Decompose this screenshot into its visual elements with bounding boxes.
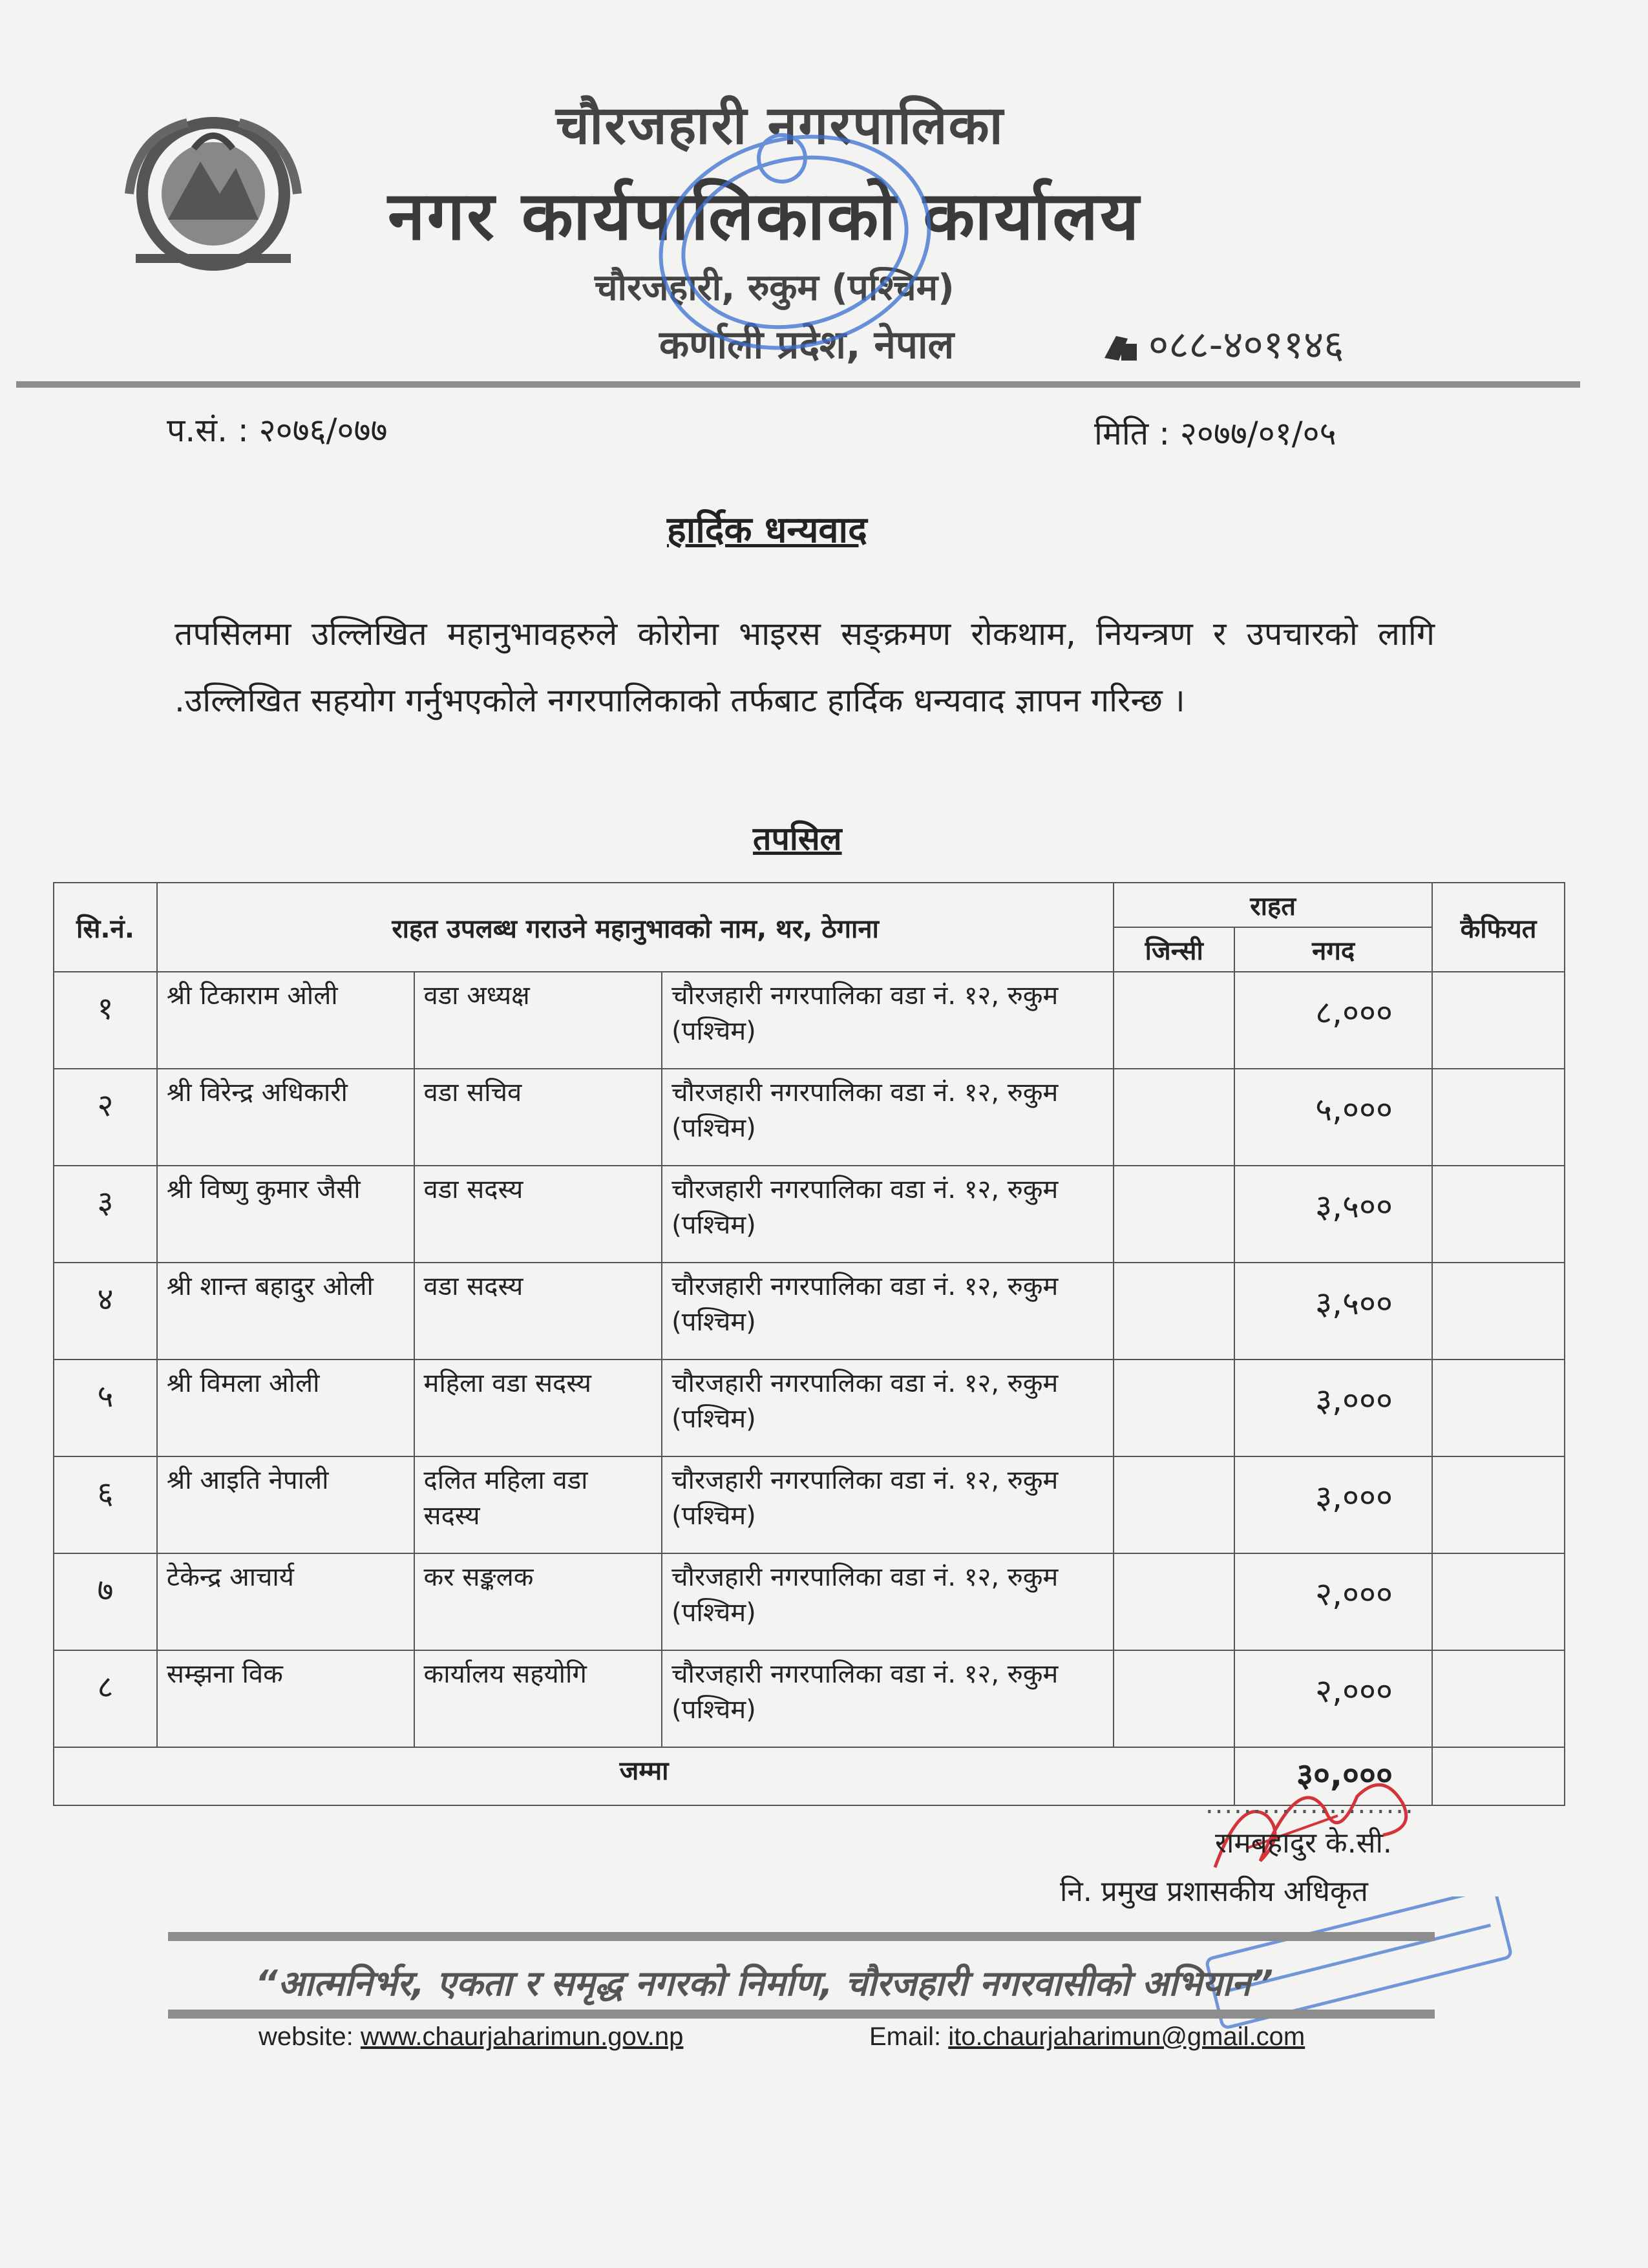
row-remarks <box>1432 1650 1565 1747</box>
office-address: चौरजहारी, रुकुम (पश्चिम) <box>595 267 955 309</box>
row-kind <box>1114 1456 1234 1553</box>
row-post: वडा अध्यक्ष <box>414 972 662 1069</box>
row-name: श्री विरेन्द्र अधिकारी <box>157 1069 414 1166</box>
office-name: नगर कार्यपालिकाको कार्यालय <box>388 176 1141 255</box>
row-sn: ७ <box>54 1553 157 1650</box>
table-row <box>54 1263 1565 1360</box>
table-row <box>54 1360 1565 1456</box>
letter-date: मिति : २०७७/०१/०५ <box>1094 415 1336 452</box>
list-title: तपसिल <box>753 820 842 857</box>
row-kind <box>1114 1069 1234 1166</box>
row-cash: ३,००० <box>1234 1456 1432 1553</box>
row-sn: ८ <box>54 1650 157 1747</box>
signatory-post: नि. प्रमुख प्रशासकीय अधिकृत <box>1060 1875 1368 1908</box>
province-name: कर्णाली प्रदेश, नेपाल <box>659 322 955 368</box>
row-sn: १ <box>54 972 157 1069</box>
row-address: चौरजहारी नगरपालिका वडा नं. १२, रुकुम (पश्चिम) <box>662 1166 1114 1263</box>
row-name: श्री शान्त बहादुर ओली <box>157 1263 414 1360</box>
row-sn: ६ <box>54 1456 157 1553</box>
nepal-emblem-icon <box>97 97 330 291</box>
row-remarks <box>1432 1360 1565 1456</box>
website-link[interactable]: www.chaurjaharimun.gov.np <box>360 2022 684 2051</box>
row-cash: ८,००० <box>1234 972 1432 1069</box>
letter-body: तपसिलमा उल्लिखित महानुभावहरुले कोरोना भाइरस सङ्क्रमण रोकथाम, नियन्त्रण र उपचारको लागि .उल्लिखित सहयोग गर्नुभएकोले नगरपालिकाको तर्फबाट हार्दिक धन्यवाद ज्ञापन गरिन्छ । <box>174 615 1435 719</box>
table-row <box>54 1553 1565 1650</box>
reference-number: प.सं. : २०७६/०७७ <box>167 412 388 449</box>
row-cash: ३,५०० <box>1234 1263 1432 1360</box>
row-kind <box>1114 1650 1234 1747</box>
row-kind <box>1114 1360 1234 1456</box>
row-name: सम्झना विक <box>157 1650 414 1747</box>
footer-email <box>869 2022 1305 2052</box>
row-address: चौरजहारी नगरपालिका वडा नं. १२, रुकुम (पश्चिम) <box>662 1069 1114 1166</box>
row-post: महिला वडा सदस्य <box>414 1360 662 1456</box>
row-address: चौरजहारी नगरपालिका वडा नं. १२, रुकुम (पश्चिम) <box>662 1456 1114 1553</box>
row-post: दलित महिला वडा सदस्य <box>414 1456 662 1553</box>
signatory-name: रामबहादुर के.सी. <box>1215 1827 1392 1860</box>
website-label: website: <box>259 2022 354 2051</box>
row-address: चौरजहारी नगरपालिका वडा नं. १२, रुकुम (पश्चिम) <box>662 1650 1114 1747</box>
total-cash: ३०,००० <box>1234 1747 1432 1805</box>
table-row <box>54 972 1565 1069</box>
footer-slogan: “आत्मनिर्भर, एकता र समृद्ध नगरको निर्माण, चौरजहारी नगरवासीको अभियान” <box>255 1963 1274 2004</box>
table-row <box>54 1166 1565 1263</box>
signature-line: ...................... <box>1205 1790 1415 1820</box>
office-stamp <box>588 120 1002 365</box>
row-post: वडा सदस्य <box>414 1166 662 1263</box>
row-sn: ५ <box>54 1360 157 1456</box>
row-post: कार्यालय सहयोगि <box>414 1650 662 1747</box>
row-cash: ५,००० <box>1234 1069 1432 1166</box>
footer-website <box>259 2022 683 2052</box>
row-post: वडा सचिव <box>414 1069 662 1166</box>
row-post: वडा सदस्य <box>414 1263 662 1360</box>
table-row <box>54 1650 1565 1747</box>
row-remarks <box>1432 1456 1565 1553</box>
row-name: टेकेन्द्र आचार्य <box>157 1553 414 1650</box>
letter-subject: हार्दिक धन्यवाद <box>667 509 867 551</box>
row-remarks <box>1432 1069 1565 1166</box>
relief-table <box>53 882 1565 1806</box>
email-label: Email: <box>869 2022 942 2051</box>
row-cash: ३,००० <box>1234 1360 1432 1456</box>
row-name: श्री विष्णु कुमार जैसी <box>157 1166 414 1263</box>
table-row <box>54 1456 1565 1553</box>
row-kind <box>1114 1263 1234 1360</box>
row-cash: ३,५०० <box>1234 1166 1432 1263</box>
total-label: जम्मा <box>54 1747 1234 1805</box>
row-address: चौरजहारी नगरपालिका वडा नं. १२, रुकुम (पश्चिम) <box>662 972 1114 1069</box>
table-row <box>54 1069 1565 1166</box>
row-post: कर सङ्कलक <box>414 1553 662 1650</box>
row-sn: २ <box>54 1069 157 1166</box>
header-kind: जिन्सी <box>1114 927 1234 972</box>
row-remarks <box>1432 1263 1565 1360</box>
row-address: चौरजहारी नगरपालिका वडा नं. १२, रुकुम (पश्चिम) <box>662 1360 1114 1456</box>
phone-icon <box>1102 332 1139 362</box>
row-name: श्री विमला ओली <box>157 1360 414 1456</box>
row-kind <box>1114 1166 1234 1263</box>
footer-divider-bottom <box>168 2010 1435 2019</box>
header-name: राहत उपलब्ध गराउने महानुभावको नाम, थर, ठेगाना <box>157 883 1114 972</box>
phone-number-text: ०८८-४०११४६ <box>1148 322 1344 368</box>
phone-number <box>1102 317 1344 370</box>
header-cash: नगद <box>1234 927 1432 972</box>
row-remarks <box>1432 1166 1565 1263</box>
header-sn: सि.नं. <box>54 883 157 972</box>
row-address: चौरजहारी नगरपालिका वडा नं. १२, रुकुम (पश्चिम) <box>662 1553 1114 1650</box>
row-sn: ३ <box>54 1166 157 1263</box>
row-sn: ४ <box>54 1263 157 1360</box>
row-cash: २,००० <box>1234 1553 1432 1650</box>
row-remarks <box>1432 972 1565 1069</box>
row-remarks <box>1432 1553 1565 1650</box>
header-remarks: कैफियत <box>1432 883 1565 972</box>
footer-divider-top <box>168 1932 1435 1941</box>
municipality-name: चौरजहारी नगरपालिका <box>556 95 1004 156</box>
header-divider <box>16 381 1580 388</box>
row-kind <box>1114 1553 1234 1650</box>
row-address: चौरजहारी नगरपालिका वडा नं. १२, रुकुम (पश्चिम) <box>662 1263 1114 1360</box>
row-name: श्री टिकाराम ओली <box>157 972 414 1069</box>
row-cash: २,००० <box>1234 1650 1432 1747</box>
header-relief: राहत <box>1114 883 1432 927</box>
email-link[interactable]: ito.chaurjaharimun@gmail.com <box>948 2022 1305 2051</box>
row-kind <box>1114 972 1234 1069</box>
row-name: श्री आइति नेपाली <box>157 1456 414 1553</box>
